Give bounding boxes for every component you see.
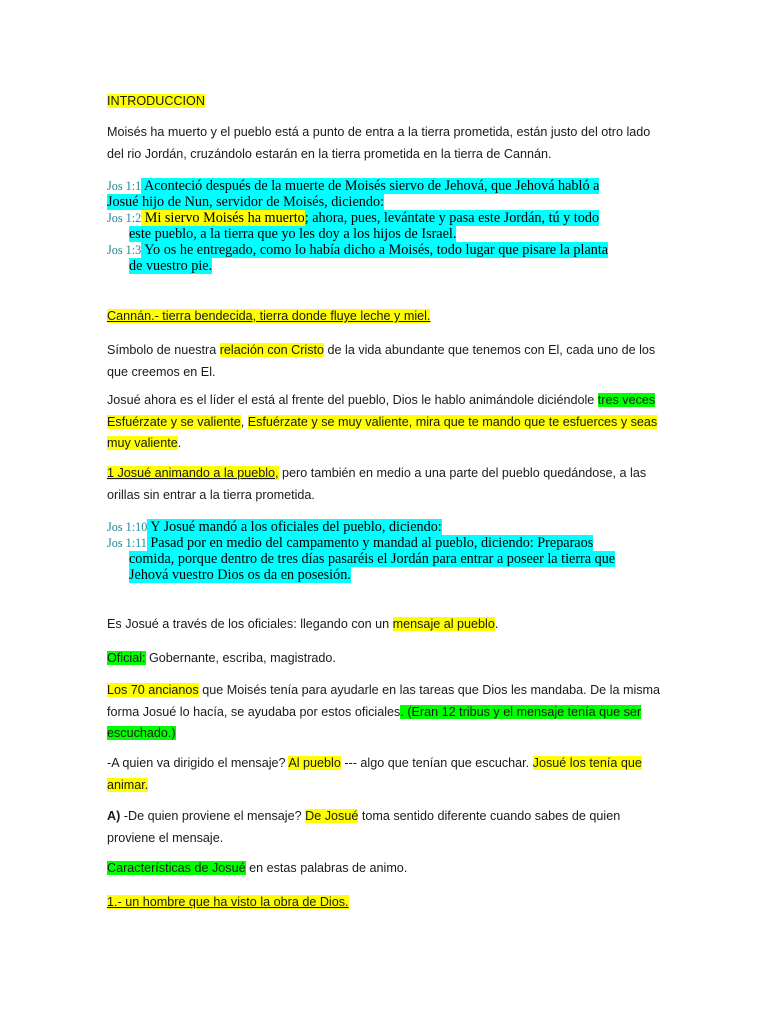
verse-block-2: Jos 1:10 Y Josué mandó a los oficiales del pueblo, diciendo: Jos 1:11 Pasad por en medio del campamento y mandad al pueblo, diciendo: Preparaos comida, porque dentro de tres días pasaréis el Jordán para entrar a poseer la tierra que Jehová vuestro Dios os da en posesión.	[107, 519, 667, 583]
verse-1-1: Jos 1:1 Aconteció después de la muerte de Moisés siervo de Jehová, que Jehová habló a	[107, 178, 600, 194]
josue-paragraph: Josué ahora es el líder el está al frente del pueblo, Dios le hablo animándole diciéndole tres veces Esfuérzate y se valiente, Esfuérzate y se muy valiente, mira que te mando que te esfuerces y seas muy valiente.	[107, 393, 658, 450]
verse-block-1: Jos 1:1 Aconteció después de la muerte de Moisés siervo de Jehová, que Jehová habló a Josué hijo de Nun, servidor de Moisés, diciendo: Jos 1:2 Mi siervo Moisés ha muerto; ahora, pues, levántate y pasa este Jordán, tú y todo este pueblo, a la tierra que yo les doy a los hijos de Israel. Jos 1:3 Yo os he entregado, como lo había dicho a Moisés, todo lugar que pisare la planta de vuestro pie.	[107, 178, 667, 274]
verse-1-3: Jos 1:3 Yo os he entregado, como lo había dicho a Moisés, todo lugar que pisare la planta	[107, 242, 609, 258]
oficiales-paragraph: Es Josué a través de los oficiales: llegando con un mensaje al pueblo.	[107, 617, 499, 631]
oficial-definition: Oficial: Gobernante, escriba, magistrado.	[107, 651, 336, 665]
proviene-paragraph: A) -De quien proviene el mensaje? De Josué toma sentido diferente cuando sabes de quien proviene el mensaje.	[107, 809, 621, 845]
punto-hombre: 1.- un hombre que ha visto la obra de Dios.	[107, 895, 349, 909]
quien-paragraph: -A quien va dirigido el mensaje? Al pueblo --- algo que tenían que escuchar. Josué los tenía que animar.	[107, 756, 642, 792]
verse-1-11: Jos 1:11 Pasad por en medio del campamento y mandad al pueblo, diciendo: Preparaos	[107, 535, 594, 551]
heading: INTRODUCCION	[107, 94, 205, 108]
verse-1-2: Jos 1:2 Mi siervo Moisés ha muerto; ahora, pues, levántate y pasa este Jordán, tú y todo	[107, 210, 600, 226]
verse-1-10: Jos 1:10 Y Josué mandó a los oficiales del pueblo, diciendo:	[107, 519, 442, 535]
cannan-definition: Cannán.- tierra bendecida, tierra donde fluye leche y miel.	[107, 309, 431, 323]
intro-paragraph: Moisés ha muerto y el pueblo está a punto de entra a la tierra prometida, están justo del otro lado del rio Jordán, cruzándolo estarán en la tierra prometida en la tierra de Cannán.	[107, 125, 651, 161]
simbolo-paragraph: Símbolo de nuestra relación con Cristo de la vida abundante que tenemos con El, cada uno de los que creemos en El.	[107, 343, 656, 379]
ancianos-paragraph: Los 70 ancianos que Moisés tenía para ayudarle en las tareas que Dios les mandaba. De la misma forma Josué lo hacía, se ayudaba por estos oficiales. (Eran 12 tribus y el mensaje tenía que ser escuchado.)	[107, 683, 661, 740]
punto-1-paragraph: 1 Josué animando a la pueblo, pero también en medio a una parte del pueblo quedándose, a las orillas sin entrar a la tierra prometida.	[107, 466, 647, 502]
caracteristicas-paragraph: Características de Josué en estas palabras de animo.	[107, 861, 408, 875]
